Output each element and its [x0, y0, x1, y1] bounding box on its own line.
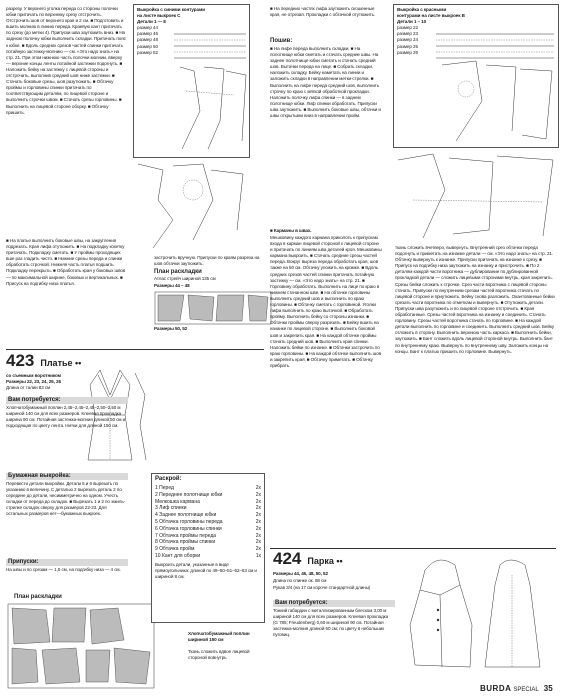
sew-head: Пошив:	[270, 38, 293, 44]
model-sizes: Размеры 22, 23, 24, 25, 26	[6, 379, 61, 384]
pattern-title-b2: контурами на листе выкроек В	[397, 13, 465, 19]
pattern-pieces-c2	[133, 160, 248, 252]
layout-sizes1: Размеры 44 – 48	[154, 283, 190, 288]
model-length-424: Длина по спинке ок. 88 см	[273, 578, 327, 583]
model-423-header	[6, 352, 81, 370]
col4-text: ткань сложить вчетверо, вывернуть. Внутренний срез обтачки переда подогнуть и приметать на изнанке детали — см. «Это надо знать» на стр. 21. Обтачку вывернуть к изнанке. Припуски притачать на изнанке к срезу. ■ Припуск на подгибку низа заутюжить на изнанку и пристрочить. ■ По 2 деталям каждой части воротника — дублирование по дублированной прокладкой детали — сложить лицевыми сторонами внутрь, края закрепить. Срезы бейки сложить к строчке. Срез части воротника с лицевой стороны стачать. Припуски по внутренним срезам частей воротника стачать по лицевой стороне и приутюжить. Бейку снова разложить. Окантованные бейки срезать части воротника по отметкам и вывернуть. ■ Отутюжить детали. Припуски шва разутюжить и по лицевой стороне отстрочить. ■ Края обработанные. Срезы частей воротника на изнанку и соединить. Стачать горловину. Срезы частей воротника стачать по горловине. ■ На каждой детали выполнить по горловине и соединить. Выполнить средний шов. Бейку отложить в сторону. Выполнить верхнюю часть каркаса. ■ Выполнить бейки, заутюжить. ■ Бант сложить вдоль лицевой стороной внутрь. Выполнить бант по внутреннему краю. Вывернуть по внутреннему шву. Заложить концы на концы. Бант к платью пришить по горловине. Вывернуть.	[395, 245, 555, 354]
layout2-note: Ткань сложить вдвое лицевой стороной вовнутрь	[188, 649, 250, 661]
size-legend-48: размер 48	[137, 37, 158, 43]
size-legend-50: размер 50	[137, 43, 158, 49]
model-number-424: 424	[273, 549, 302, 568]
model-length: Длина от талии 83 см	[6, 385, 51, 390]
pattern-details-b: Детали 1 – 10	[397, 19, 427, 25]
need-text-424: Тонкий габардин с металлизированным блеском 3,00 м шириной 140 см для всех размеров. Клеевая прокладка (G 785; Freudenberg) 0,60 м шириной 90 см. Потайная застежка-молния длиной 60 см; по цвету 6 небольших пуговиц.	[273, 608, 389, 638]
col2-text: застрочить вручную. Припуски по краям разреза на шов обтачки заутюжить.	[154, 255, 260, 267]
need-head: Вам потребуется:	[6, 397, 128, 404]
pattern-sheet: на листе выкроек С	[137, 13, 181, 19]
size-legend-25: размер 25	[397, 43, 418, 49]
layout-diagram-1	[154, 291, 272, 325]
layout-sub: Атлас стрейч шириной 135 см	[154, 276, 216, 281]
footer-brand: BURDA	[480, 684, 512, 693]
pattern-title: Выкройка с синими контурами	[137, 7, 205, 12]
cut-item: 9 Обтачка пройм 2x	[155, 546, 261, 553]
col3-text-sew: ■ На лифе переда выполнить складки. ■ На полотнище юбки сметать и стачать средние швы. На заднее полотнище юбки сметать и стачать средний шов. Вытачки переда на лице. ■ Собрать складки, наложить складку. Бейку наметать на линии и заложить складки в направлении метки-стрелки. ■ Выполнить на лифе переда средний шов, выполнить строчку по краю с мягкой обработкой прокладки. Наложить полочку лифа спинки — в заднем полотнище юбки. Лиф спинки обработать. Припуски шва заутюжить. ■ Выполнить боковые швы, обтачки и швы открытыми вниз в направлении пройм.	[270, 46, 381, 119]
size-legend-22: размер 22	[397, 25, 418, 31]
cut-item: 5 Обтачка горловины переда 2x	[155, 518, 261, 525]
size-legend-23: размер 23	[397, 31, 418, 37]
size-legend-24: размер 24	[397, 37, 418, 43]
layout-head-2: План раскладки	[154, 269, 202, 275]
divider	[6, 349, 264, 350]
footer-brand2: SPECIAL	[513, 687, 539, 693]
model-number: 423	[6, 351, 35, 370]
need-head-424: Вам потребуется:	[273, 600, 395, 607]
allowance-head: Припуски:	[6, 559, 128, 566]
model-name: Платье ••	[40, 358, 82, 368]
page-number: 35	[543, 684, 553, 693]
model-subtitle: со съемным воротником	[6, 373, 61, 378]
size-legend-46: размер 46	[137, 31, 158, 37]
cut-item: 7 Обтачка проймы переда 2x	[155, 532, 261, 539]
need-text: Хлопчатобумажный поплин 2,45–2,45–2,45–2,50–2,50 м шириной 140 см для всех размеров. Клеевая прокладка ширина 90 см. Потайная застежка-молния длиной 50 см и подходящая по цвету лента. Нитки для длиной 150 см.	[6, 405, 126, 429]
model-name-424: Парка ••	[307, 556, 343, 566]
col1-text: разрезу. У верхнего уголка переда со стороны полочки юбки притачать по верхнему срезу отстрочить. Отстрочить шов от верхнего края и 2 см. ■ Подготовить и вшить молнию в линию переда. Краевую кант притачать по срезу (до метки 4). Припуски шва заутюжить вниз. ■ На заднюю полочку юбки выполнить складки. Притачать пояс к юбке. ■ Вдоль средних срезов частей спинки притачать потайную застежку-молнию — см. «Это надо знать» на стр. 21. При этом нижнюю часть полочки молнии, вверху — верхние концы ленты потайной застежки подогнуть. ■ Наложить бейку на застежку с лицевой стороны и отстрочить, выполнив средний шов ниже застежки. ■ Стачать боковые срезы, шов разутюжить. ■ Обтачку проймы и горловины спинки притачать по соответствующим деталям, по лицевой стороне и выполнить строчки швом. ■ Стачать срезы горловины. ■ Выполнить на лицевой стороне оборку. ■ Обтачку пришить.	[6, 6, 126, 115]
cut-note: Выкроить детали, указанные в виде прямоугольника: длиной по 49–50–51–52–53 см и шириной 8 см.	[155, 561, 257, 579]
cut-head: Раскрой:	[155, 476, 182, 482]
layout-diagram-423	[6, 602, 156, 690]
pattern-box-b	[393, 4, 559, 148]
divider-424	[270, 548, 556, 549]
footer	[480, 684, 553, 693]
pattern-pieces-b2	[393, 150, 558, 242]
size-legend-44: размер 44	[137, 25, 158, 31]
layout-head: План раскладки	[14, 594, 62, 600]
model-sleeve-424: Рукав 3/4 (на 17 см короче стандартной длины)	[273, 585, 371, 590]
layout2-fabric: Хлопчатобумажный поплин шириной 150 см	[188, 631, 250, 643]
cut-item: 8 Обтачка проймы спинки 2x	[155, 539, 261, 546]
cut-item: 1 Перед 2x	[155, 485, 261, 491]
pattern-pieces-b	[436, 31, 556, 145]
pattern-details: Детали 1 — 8	[137, 19, 166, 25]
layout-sizes2: Размеры 50, 52	[154, 326, 188, 331]
cut-item: 2 Переднее полотнище юбки 2x	[155, 491, 261, 498]
model-424-header	[273, 550, 343, 568]
model-sizes-424: Размеры 44, 46, 48, 50, 52	[273, 571, 328, 576]
cut-item: 6 Обтачка горловины спинки 2x	[155, 525, 261, 532]
col3-text-top: ■ На передних частях лифа заутюжить скошенные края, не отрезая. Прокладки с обтачкой отутюжить.	[270, 6, 376, 18]
pattern-title-b: Выкройка с красными	[397, 7, 447, 12]
size-legend-26: размер 26	[397, 49, 418, 55]
allowance-text: На швы и по срезам — 1,5 см, на подгибку низа — 4 см.	[6, 567, 121, 572]
cut-item: Мелкошка кармана 2x	[155, 498, 261, 505]
parka-illustration	[400, 555, 550, 680]
cut-box	[151, 473, 265, 623]
pocket-head: ■ Карманы в швах.	[270, 228, 312, 233]
cut-item: 3 Лиф спинки 2x	[155, 505, 261, 512]
pattern-text: Перевести детали выкройки. Детали 5 и 6 вырезать по указанию в величину. С деталью 2 вырезать деталь 2 по середине до детали, несимметрично на одном. Учесть складки от переда до складок. ■ Вырезать 1 и 2 по эмиль-стрелке складок сверху для размеров 22-23. Для остальных размеров нет—бумажных выкроек.	[6, 481, 126, 517]
pocket-text: Мешковину каждого кармана приколоть к припускам входа в карман лицевой стороной к лицевой стороне и притачать по линиям шва деталей кроя. Мешковины кармана выкроить. ■ Стачать средние срезы частей переда. Вокруг выреза переда обработать края, шов также на 50 см. Обтачку уложить на кромке. ■ Вдоль средних срезов частей спинки притачать потайную застежку — см. «Это надо знать» на стр. 21. ■ Горловину обработать. Выполнить на лице по краю в нижнем стачанном шве. ■ На обтачке горловины выполнить средний шов и выполнить по краю горловины. ■ Обтачку сметать с горловиной. Уголки лифа выполнить по краю вытачкой. ■ Обработать пройму. Выполнить бейку со стороны изнанки. ■ Обтачки проймы сверху разрезать. ■ Бейку вшить на изнанке по лицевой стороне. ■ Выполнить боковой шов и закрепить края. ■ На каждой обтачке проймы стачать средний шов. ■ Выполнить края спинки. Наложить бейки по изнанке. ■ Обтачки застрочить по краю горловины. ■ На каждой обтачке выполнить шов и закрепить края. ■ Обтачку приметать. ■ Обтачку прибрать.	[270, 235, 382, 368]
col1-text2: ■ На платье выполнить боковые швы, на закругления подрезать. Края лифа отутюжить. ■ На подкладку кокетку притачать. Подкладку сметать. ■ У проймы проходящих вше раз гладить чисто. ■ Нижние срезы переда и спинки обработать строчкой. Нижняя часть платья подшить. Подкладку перекрыть. ■ Обработать края у боковых швов — по максимальной ширине, боковых и вертикальных. ■ Присуск на подгибку низа платья.	[6, 238, 126, 286]
pattern-head: Бумажная выкройка:	[6, 473, 128, 480]
cut-item: 4 Заднее полотнище юбки 2x	[155, 512, 261, 519]
size-legend-52: размер 52	[137, 49, 158, 55]
cut-item: 10 Кант для оборки 1x	[155, 552, 261, 559]
cut-list	[152, 485, 264, 560]
pattern-pieces-c	[174, 31, 249, 155]
pattern-box-c	[133, 4, 250, 158]
